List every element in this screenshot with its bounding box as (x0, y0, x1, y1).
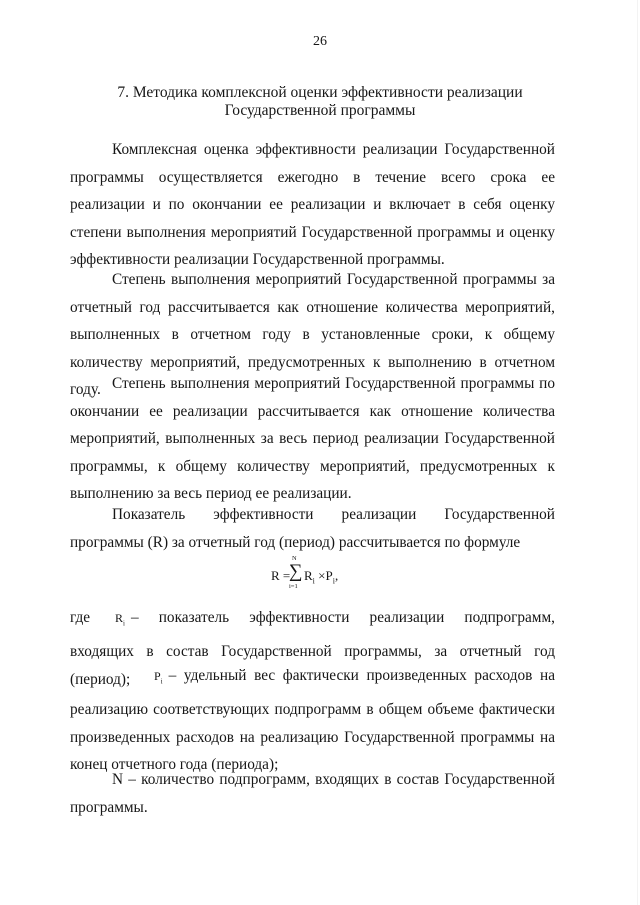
section-title-line-2: Государственной программы (224, 102, 416, 119)
section-title-line-1: 7. Методика комплексной оценки эффективности реализации (117, 84, 523, 101)
symbol-pi-letter: P (154, 669, 161, 683)
formula-rhs (304, 568, 338, 586)
symbol-pi-sub: i (160, 677, 163, 686)
formula-sub-p: i (332, 576, 335, 586)
symbol-pi (112, 663, 163, 696)
where-label: где (70, 609, 91, 626)
paragraph-text: Степень выполнения мероприятий Государственной программы за отчетный год рассчитывается как отношение количества мероприятий, выполненных в отчетном году в установленные сроки, к общему количеству мероприятий, предусмотренных к выполнению в отчетном году. (70, 271, 555, 399)
formula (0, 555, 640, 598)
formula-term-r: R (304, 568, 313, 583)
section-title (60, 84, 580, 120)
definition-pi (70, 662, 555, 779)
formula-lhs: R = (271, 568, 291, 583)
formula-times: × (318, 568, 326, 583)
formula-comma: , (334, 568, 339, 583)
paragraph-1 (70, 136, 555, 274)
formula-sub-r: i (312, 576, 315, 586)
page-number: 26 (313, 34, 327, 49)
definition-n (70, 766, 555, 821)
formula-sum-sign: ∑ (289, 561, 303, 582)
definition-pi-text (70, 662, 555, 779)
symbol-ri-letter: R (115, 611, 124, 625)
paragraph-text: Комплексная оценка эффективности реализации Государственной программы осуществляется ежегодно в течение всего срока ее реализации и по окончании ее реализации и включает в себя оценку степени выполнения мероприятий Государственной программы и оценку эффективности реализации Государственной программы. (70, 141, 555, 269)
formula-term-p: P (325, 568, 333, 583)
definition-ri-body: – показатель эффективности реализации подпрограмм, входящих в состав Государственной программы, за отчетный год (период); (70, 609, 555, 688)
paragraph-text: Показатель эффективности реализации Государственной программы (R) за отчетный год (период) рассчитывается по формуле (70, 506, 555, 551)
definition-pi-body: – удельный вес фактически произведенных расходов на реализацию соответствующих подпрограмм в общем объеме фактически произведенных расходов на реализацию Государственной программы на конец отчетного года (периода); (70, 667, 555, 774)
scan-edge (637, 0, 638, 905)
paragraph-4 (70, 501, 555, 556)
paragraph-3 (70, 370, 555, 508)
formula-sum-upper-limit: N (292, 555, 297, 562)
symbol-ri-sub: i (123, 619, 125, 628)
formula-sum-lower-limit: i=1 (289, 583, 298, 590)
definition-n-text: N – количество подпрограмм, входящих в состав Государственной программы. (70, 771, 555, 816)
symbol-ri (115, 605, 125, 638)
paragraph-text: Степень выполнения мероприятий Государственной программы по окончании ее реализации рассчитывается как отношение количества мероприятий, выполненных за весь период реализации Государственной программы, к общему количеству мероприятий, предусмотренных к выполнению за весь период ее реализации. (70, 375, 555, 503)
